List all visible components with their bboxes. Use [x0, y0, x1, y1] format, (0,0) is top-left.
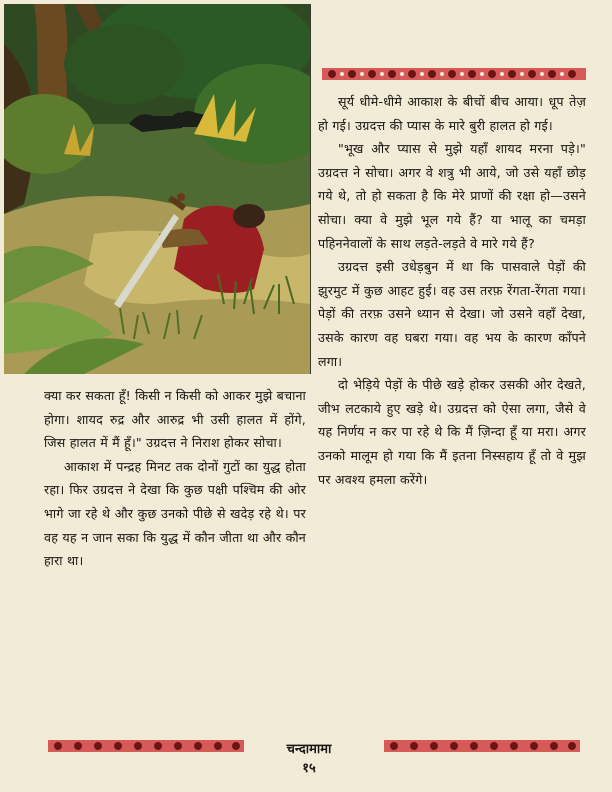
paragraph: उग्रदत्त इसी उधेड़बुन में था कि पासवाले पेड़ों की झुरमुट में कुछ आहट हुई। वह उस तरफ़ रेंगता-रेंगता गया। पेड़ों की तरफ़ उसने ध्यान से देखा। जो उसने वहाँ देखा, उसके कारण वह घबरा गया। वह भय के कारण काँपने लगा। — [318, 259, 586, 369]
top-ornament-border — [322, 66, 586, 82]
paragraph: सूर्य धीमे-धीमे आकाश के बीचों बीच आया। धूप तेज़ हो गई। उग्रदत्त की प्यास के मारे बुरी हालत हो गई। — [318, 94, 586, 133]
paragraph: क्या कर सकता हूँ! किसी न किसी को आकर मुझे बचाना होगा। शायद रुद्र और आरुद्र भी उसी हालत में होंगे, जिस हालत में मैं हूँ।" उग्रदत्त ने निराश होकर सोचा। — [44, 388, 306, 451]
jungle-scene-illustration — [4, 4, 311, 374]
paragraph: आकाश में पन्द्रह मिनट तक दोनों गुटों का युद्ध होता रहा। फिर उग्रदत्त ने देखा कि कुछ पक्षी पश्चिम की ओर भागे जा रहे थे और कुछ उनको पीछे से खदेड़ रहे थे। पर वह यह न जान सका कि युद्ध में कौन जीता था और कौन हारा था। — [44, 458, 306, 569]
paragraph: दो भेड़िये पेड़ों के पीछे खड़े होकर उसकी ओर देखते, जीभ लटकाये हुए खड़े थे। उग्रदत्त को ऐसा लगा, जैसे वे यह निर्णय न कर पा रहे थे कि मैं ज़िन्दा हूँ या मरा। अगर उनको मालूम हो गया कि मैं इतना निस्सहाय हूँ तो वे मुझ पर अवश्य हमला करेंगे। — [318, 377, 586, 487]
footer-ornament-right — [384, 738, 580, 754]
left-text-column — [44, 384, 306, 573]
magazine-title: चन्दामामा — [286, 742, 332, 757]
page-number: १५ — [302, 761, 316, 776]
right-text-column — [318, 90, 586, 491]
footer-ornament-left — [48, 738, 244, 754]
paragraph: "भूख और प्यास से मुझे यहाँ शायद मरना पड़े।" उग्रदत्त ने सोचा। अगर वे शत्रु भी आये, जो उसे यहाँ छोड़ गये थे, तो हो सकता है कि मेरे प्राणों की रक्षा हो—उसने सोचा। क्या वे मुझे भूल गये हैं? या भालू का चमड़ा पहिननेवालों के साथ लड़ते-लड़ते वे मारे गये हैं? — [318, 141, 586, 251]
